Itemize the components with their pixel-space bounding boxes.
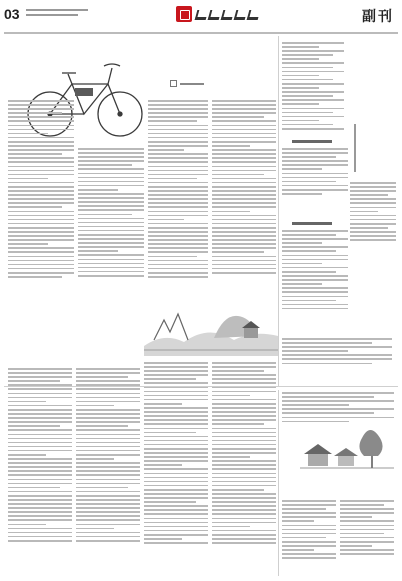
ink-wash-landscape-illustration — [144, 300, 278, 356]
byline-icon — [170, 80, 177, 87]
bottom-right-col-1 — [282, 500, 336, 561]
column-divider — [278, 36, 279, 386]
masthead-seal-icon — [176, 6, 192, 22]
article-body-col-4 — [212, 100, 276, 276]
article-byline-top — [170, 80, 204, 87]
sidebar-poem-list — [282, 42, 344, 132]
bottom-right-col-2 — [340, 500, 394, 557]
source-watermark — [336, 565, 398, 579]
newspaper-masthead-logo — [176, 4, 276, 26]
sidebar-box-2-text — [282, 230, 348, 312]
masthead-calligraphy — [196, 10, 266, 20]
poem-body — [282, 338, 392, 367]
page-header — [4, 6, 398, 30]
page-number: 03 — [4, 6, 20, 22]
sidebar-right-col — [350, 182, 396, 243]
bottom-article-col-3 — [144, 362, 208, 546]
article-body-col-2 — [78, 148, 144, 279]
sidebar-heading-2 — [292, 222, 332, 225]
sidebar-heading-1 — [292, 140, 332, 143]
header-rule — [4, 32, 398, 34]
article-body-col-3 — [148, 100, 208, 280]
sidebar-vertical-subtitle — [350, 124, 360, 172]
article-body-col-1 — [8, 100, 74, 280]
column-divider-bottom — [278, 390, 279, 576]
sidebar-box-1-text — [282, 148, 348, 197]
issue-date — [26, 9, 96, 19]
bottom-article-col-1 — [8, 368, 72, 544]
village-illustration — [300, 414, 394, 474]
section-label: 副刊 — [362, 9, 394, 25]
bottom-article-col-2 — [76, 368, 140, 544]
bottom-article-col-4 — [212, 362, 276, 546]
